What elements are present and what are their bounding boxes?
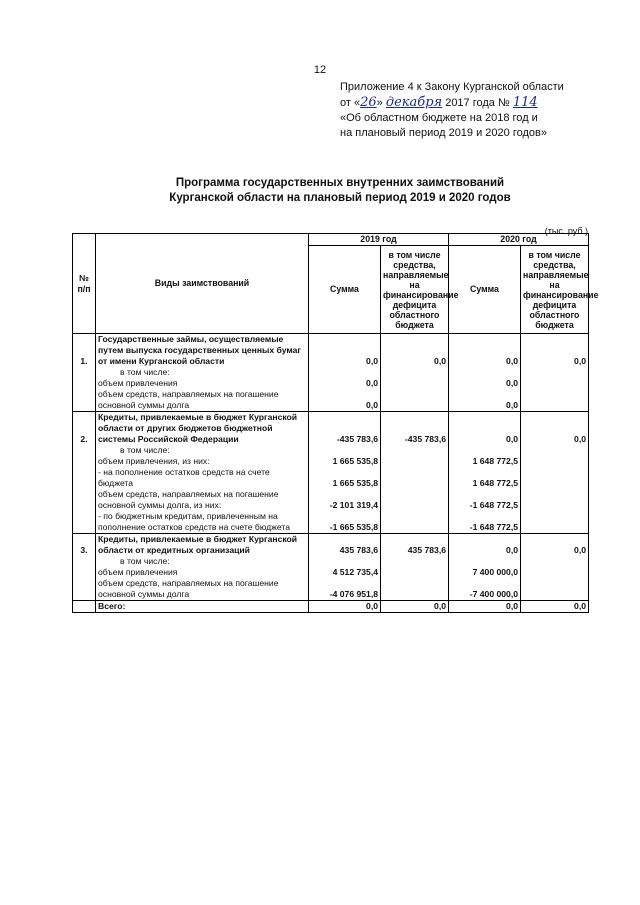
cell-sum-2020: 1 648 772,5 <box>449 467 521 489</box>
cell-sum-2019 <box>309 445 381 456</box>
cell-sum-2019: 1 665 535,8 <box>309 467 381 489</box>
row-index <box>73 578 96 601</box>
row-index <box>73 389 96 412</box>
row-name: объем средств, направляемых на погашение основной суммы долга <box>96 578 309 601</box>
cell-sum-2020 <box>449 445 521 456</box>
total-index <box>73 601 96 613</box>
cell-sum-2019: -2 101 319,4 <box>309 489 381 511</box>
header-num: № п/п <box>73 234 96 334</box>
row-index <box>73 367 96 378</box>
row-index <box>73 511 96 534</box>
cell-deficit-2019 <box>381 578 449 601</box>
cell-deficit-2020 <box>521 489 589 511</box>
cell-sum-2020: 0,0 <box>449 334 521 368</box>
title-line-1: Программа государственных внутренних заимствований <box>175 177 505 189</box>
document-title <box>80 176 600 206</box>
handwritten-day: 26 <box>360 95 377 110</box>
row-name: в том числе: <box>96 556 309 567</box>
cell-sum-2020 <box>449 556 521 567</box>
table-row <box>73 567 589 578</box>
cell-deficit-2020 <box>521 445 589 456</box>
units-label: (тыс. руб.) <box>544 226 588 236</box>
table-row <box>73 489 589 511</box>
handwritten-law-number: 114 <box>512 95 538 110</box>
total-label: Всего: <box>96 601 309 613</box>
table-row <box>73 378 589 389</box>
cell-sum-2020: -1 648 772,5 <box>449 489 521 511</box>
cell-deficit-2019 <box>381 567 449 578</box>
row-index <box>73 489 96 511</box>
row-name: объем привлечения <box>96 378 309 389</box>
table-row <box>73 578 589 601</box>
total-sum-2020: 0,0 <box>449 601 521 613</box>
table-body <box>73 334 589 613</box>
cell-deficit-2020 <box>521 511 589 534</box>
row-index <box>73 456 96 467</box>
row-index: 1. <box>73 334 96 368</box>
appendix-year: 2017 года № <box>442 97 510 109</box>
cell-deficit-2019 <box>381 489 449 511</box>
cell-deficit-2020 <box>521 389 589 412</box>
cell-deficit-2020 <box>521 467 589 489</box>
cell-sum-2019: 1 665 535,8 <box>309 456 381 467</box>
row-index <box>73 445 96 456</box>
table-row <box>73 412 589 446</box>
cell-sum-2020: -7 400 000,0 <box>449 578 521 601</box>
row-name: Государственные займы, осуществляемые путем выпуска государственных ценных бумаг от имени Курганской области <box>96 334 309 368</box>
table-row <box>73 534 589 557</box>
cell-sum-2020: 0,0 <box>449 378 521 389</box>
total-deficit-2020: 0,0 <box>521 601 589 613</box>
cell-deficit-2020: 0,0 <box>521 534 589 557</box>
cell-deficit-2019: 435 783,6 <box>381 534 449 557</box>
header-2019: 2019 год <box>309 234 449 246</box>
row-index: 2. <box>73 412 96 446</box>
table-row <box>73 467 589 489</box>
header-2020: 2020 год <box>449 234 589 246</box>
cell-sum-2019 <box>309 367 381 378</box>
page-number: 12 <box>313 64 327 76</box>
cell-deficit-2019 <box>381 456 449 467</box>
table-row <box>73 445 589 456</box>
row-name: объем привлечения, из них: <box>96 456 309 467</box>
total-row <box>73 601 589 613</box>
row-index: 3. <box>73 534 96 557</box>
table-row <box>73 367 589 378</box>
row-name: - по бюджетным кредитам, привлеченным на пополнение остатков средств на счете бюджета <box>96 511 309 534</box>
appendix-date-mid: » <box>376 97 386 109</box>
cell-deficit-2019: 0,0 <box>381 334 449 368</box>
cell-sum-2019 <box>309 556 381 567</box>
appendix-header <box>340 80 630 141</box>
table-row <box>73 556 589 567</box>
row-index <box>73 567 96 578</box>
cell-sum-2020: 0,0 <box>449 389 521 412</box>
cell-deficit-2020 <box>521 567 589 578</box>
table-row <box>73 334 589 368</box>
cell-sum-2019: 0,0 <box>309 378 381 389</box>
cell-sum-2020: -1 648 772,5 <box>449 511 521 534</box>
row-index <box>73 467 96 489</box>
table-row <box>73 456 589 467</box>
cell-deficit-2020 <box>521 556 589 567</box>
row-name: объем средств, направляемых на погашение основной суммы долга <box>96 389 309 412</box>
cell-sum-2019: 0,0 <box>309 334 381 368</box>
borrowing-table <box>72 233 599 613</box>
row-name: объем средств, направляемых на погашение основной суммы долга, из них: <box>96 489 309 511</box>
cell-deficit-2019 <box>381 389 449 412</box>
cell-deficit-2019 <box>381 467 449 489</box>
cell-sum-2019: 435 783,6 <box>309 534 381 557</box>
total-deficit-2019: 0,0 <box>381 601 449 613</box>
header-sum-2020: Сумма <box>449 246 521 334</box>
appendix-date-prefix: от « <box>340 97 361 109</box>
header-deficit-2020: в том числе средства, направляемые на финансирование дефицита областного бюджета <box>521 246 589 334</box>
header-deficit-2019: в том числе средства, направляемые на финансирование дефицита областного бюджета <box>381 246 449 334</box>
cell-sum-2020: 0,0 <box>449 534 521 557</box>
row-index <box>73 378 96 389</box>
cell-deficit-2019 <box>381 367 449 378</box>
title-line-2: Курганской области на плановый период 2019 и 2020 годов <box>169 192 511 204</box>
table-row <box>73 389 589 412</box>
cell-sum-2019: -435 783,6 <box>309 412 381 446</box>
row-name: Кредиты, привлекаемые в бюджет Курганской области от других бюджетов бюджетной системы Российской Федерации <box>96 412 309 446</box>
cell-deficit-2020 <box>521 367 589 378</box>
cell-sum-2020: 1 648 772,5 <box>449 456 521 467</box>
header-sum-2019: Сумма <box>309 246 381 334</box>
appendix-line-4: на плановый период 2019 и 2020 годов» <box>340 127 547 139</box>
cell-sum-2019: 0,0 <box>309 389 381 412</box>
appendix-line-3: «Об областном бюджете на 2018 год и <box>340 112 538 124</box>
header-kind: Виды заимствований <box>96 234 309 334</box>
cell-deficit-2019 <box>381 556 449 567</box>
appendix-line-1: Приложение 4 к Закону Курганской области <box>340 81 564 93</box>
cell-deficit-2019 <box>381 378 449 389</box>
appendix-line-2 <box>340 95 630 111</box>
row-name: Кредиты, привлекаемые в бюджет Курганской области от кредитных организаций <box>96 534 309 557</box>
row-index <box>73 556 96 567</box>
row-name: объем привлечения <box>96 567 309 578</box>
cell-deficit-2020 <box>521 578 589 601</box>
table-row <box>73 511 589 534</box>
cell-deficit-2020 <box>521 456 589 467</box>
cell-deficit-2020: 0,0 <box>521 412 589 446</box>
total-sum-2019: 0,0 <box>309 601 381 613</box>
row-name: - на пополнение остатков средств на счете бюджета <box>96 467 309 489</box>
header-row-years <box>73 234 589 246</box>
handwritten-month: декабря <box>385 95 443 110</box>
cell-sum-2019: 4 512 735,4 <box>309 567 381 578</box>
cell-sum-2020 <box>449 367 521 378</box>
row-name: в том числе: <box>96 367 309 378</box>
cell-deficit-2019 <box>381 445 449 456</box>
cell-sum-2019: -1 665 535,8 <box>309 511 381 534</box>
cell-deficit-2019: -435 783,6 <box>381 412 449 446</box>
cell-sum-2019: -4 076 951,8 <box>309 578 381 601</box>
cell-deficit-2019 <box>381 511 449 534</box>
row-name: в том числе: <box>96 445 309 456</box>
cell-deficit-2020 <box>521 378 589 389</box>
cell-deficit-2020: 0,0 <box>521 334 589 368</box>
cell-sum-2020: 7 400 000,0 <box>449 567 521 578</box>
cell-sum-2020: 0,0 <box>449 412 521 446</box>
